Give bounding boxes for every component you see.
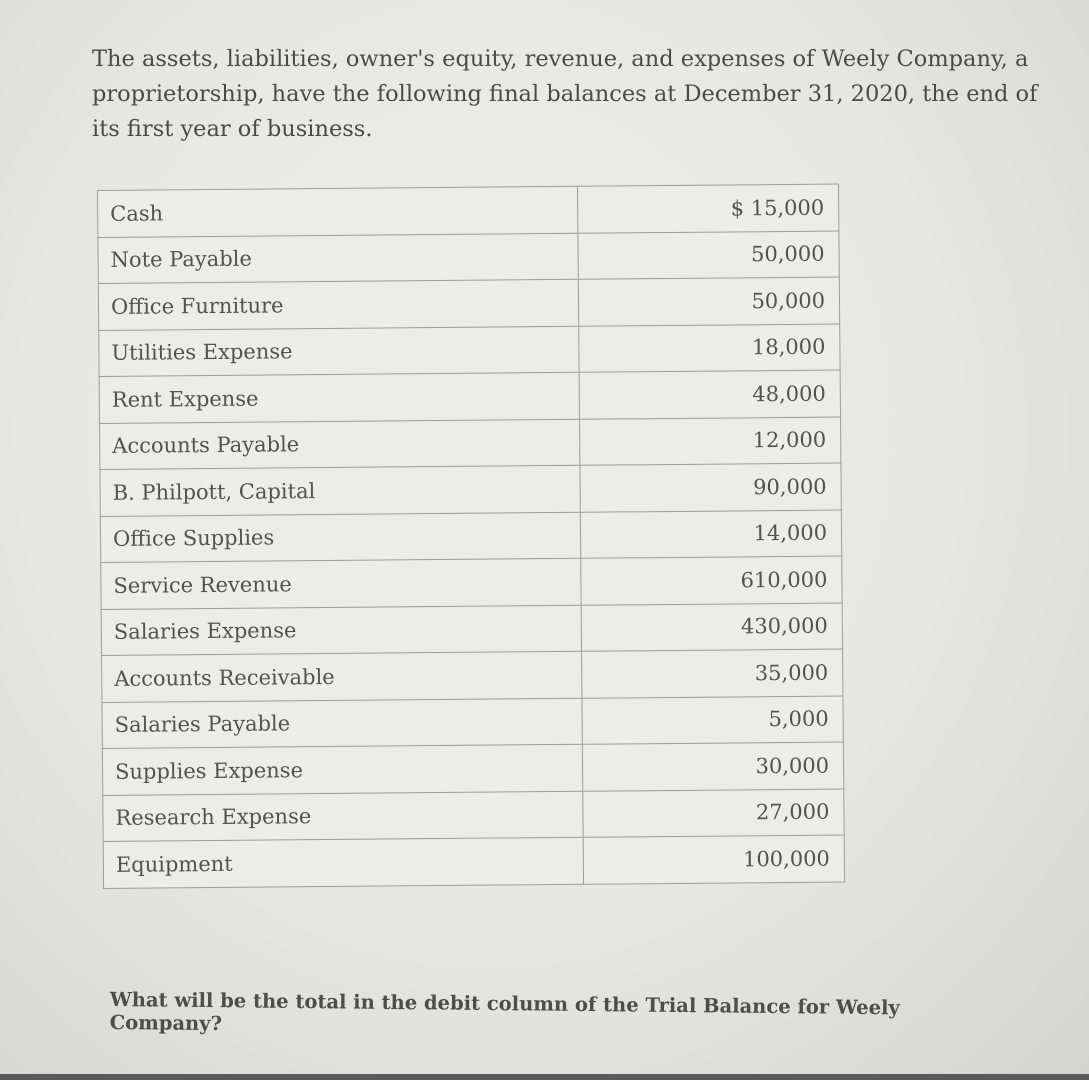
account-name: Utilities Expense [99, 326, 579, 377]
account-row [98, 184, 839, 237]
account-amount: $ 15,000 [577, 184, 838, 233]
account-balances-table [97, 184, 845, 889]
account-row [100, 510, 841, 563]
account-amount: 50,000 [578, 231, 839, 280]
account-name: Research Expense [103, 791, 583, 842]
account-name: Note Payable [98, 233, 578, 284]
account-amount: 50,000 [578, 277, 839, 326]
account-name: Accounts Receivable [102, 651, 582, 702]
account-amount: 48,000 [579, 370, 840, 419]
account-amount: 14,000 [580, 510, 841, 559]
account-amount: 100,000 [583, 835, 844, 884]
account-name: Salaries Expense [101, 605, 581, 656]
account-amount: 18,000 [579, 324, 840, 373]
account-name: Cash [98, 186, 578, 237]
account-row [101, 603, 842, 656]
screen-bottom-edge [0, 1074, 1089, 1080]
account-row [103, 789, 844, 842]
account-row [102, 742, 843, 795]
question-text: What will be the total in the debit column of the Trial Balance for Weely Company? [109, 988, 900, 1036]
account-name: B. Philpott, Capital [100, 465, 580, 516]
account-row [98, 277, 839, 330]
account-name: Accounts Payable [100, 419, 580, 470]
account-amount: 90,000 [580, 463, 841, 512]
problem-statement: The assets, liabilities, owner's equity, revenue, and expenses of Weely Company, a proprietorship, have the following final balances at December 31, 2020, the end of its first year of business. [92, 46, 1038, 142]
account-name: Rent Expense [99, 372, 579, 423]
account-name: Equipment [103, 837, 583, 888]
account-row [102, 696, 843, 749]
account-name: Office Supplies [100, 512, 580, 563]
account-row [100, 417, 841, 470]
account-row [103, 835, 844, 888]
account-amount: 30,000 [582, 742, 843, 791]
account-row [99, 324, 840, 377]
account-name: Office Furniture [98, 279, 578, 330]
account-amount: 610,000 [581, 556, 842, 605]
account-amount: 5,000 [582, 696, 843, 745]
account-row [101, 556, 842, 609]
account-amount: 35,000 [582, 649, 843, 698]
account-name: Service Revenue [101, 558, 581, 609]
account-amount: 12,000 [580, 417, 841, 466]
account-name: Supplies Expense [102, 744, 582, 795]
account-row [100, 463, 841, 516]
account-name: Salaries Payable [102, 698, 582, 749]
account-amount: 27,000 [583, 789, 844, 838]
account-row [98, 231, 839, 284]
account-amount: 430,000 [581, 603, 842, 652]
account-row [102, 649, 843, 702]
account-row [99, 370, 840, 423]
